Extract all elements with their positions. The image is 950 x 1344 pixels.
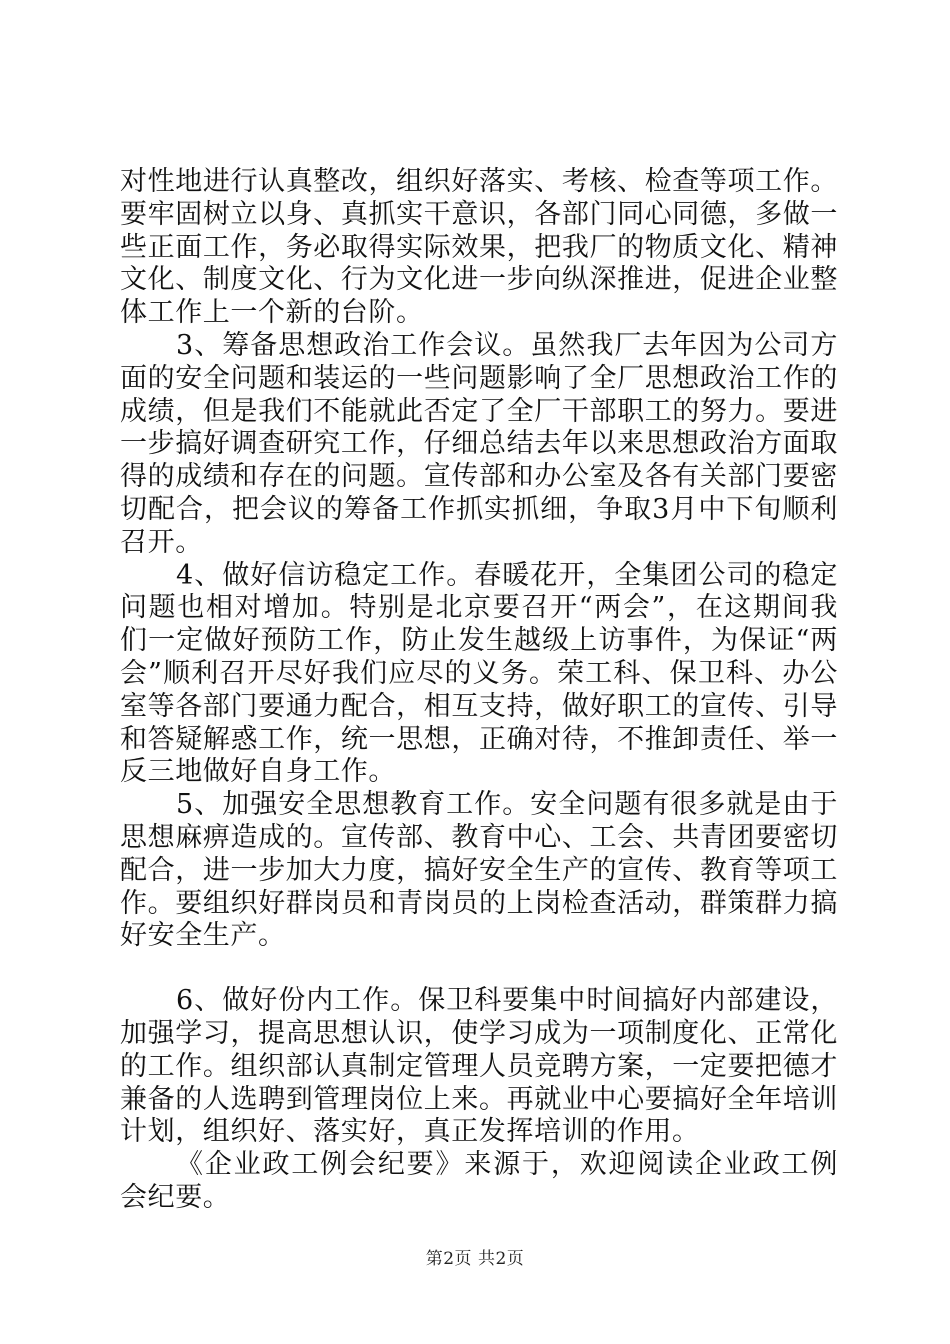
document-body: [120, 166, 838, 1215]
paragraph-source-note: 《企业政工例会纪要》来源于，欢迎阅读企业政工例会纪要。: [120, 1149, 838, 1213]
paragraph-item-3: 3、筹备思想政治工作会议。虽然我厂去年因为公司方面的安全问题和装运的一些问题影响了全厂思想政治工作的成绩，但是我们不能就此否定了全厂干部职工的努力。要进一步搞好调查研究工作，仔细总结去年以来思想政治方面取得的成绩和存在的问题。宣传部和办公室及各有关部门要密切配合，把会议的筹备工作抓实抓细，争取3月中下旬顺利召开。: [120, 329, 838, 558]
page-number-footer: 第2页 共2页: [425, 1249, 525, 1269]
paragraph-item-6: 6、做好份内工作。保卫科要集中时间搞好内部建设，加强学习，提高思想认识，使学习成为一项制度化、正常化的工作。组织部认真制定管理人员竞聘方案，一定要把德才兼备的人选聘到管理岗位上来。再就业中心要搞好全年培训计划，组织好、落实好，真正发挥培训的作用。: [120, 985, 838, 1148]
paragraph-item-5: 5、加强安全思想教育工作。安全问题有很多就是由于思想麻痹造成的。宣传部、教育中心、工会、共青团要密切配合，进一步加大力度，搞好安全生产的宣传、教育等项工作。要组织好群岗员和青岗员的上岗检查活动，群策群力搞好安全生产。: [120, 789, 838, 952]
paragraph-item-4: 4、做好信访稳定工作。春暖花开，全集团公司的稳定问题也相对增加。特别是北京要召开“两会”，在这期间我们一定做好预防工作，防止发生越级上访事件，为保证“两会”顺利召开尽好我们应尽的义务。荣工科、保卫科、办公室等各部门要通力配合，相互支持，做好职工的宣传、引导和答疑解惑工作，统一思想，正确对待，不推卸责任、举一反三地做好自身工作。: [120, 559, 838, 788]
paragraph-continuation: 对性地进行认真整改，组织好落实、考核、检查等项工作。要牢固树立以身、真抓实干意识，各部门同心同德，多做一些正面工作，务必取得实际效果，把我厂的物质文化、精神文化、制度文化、行为文化进一步向纵深推进，促进企业整体工作上一个新的台阶。: [120, 166, 838, 329]
